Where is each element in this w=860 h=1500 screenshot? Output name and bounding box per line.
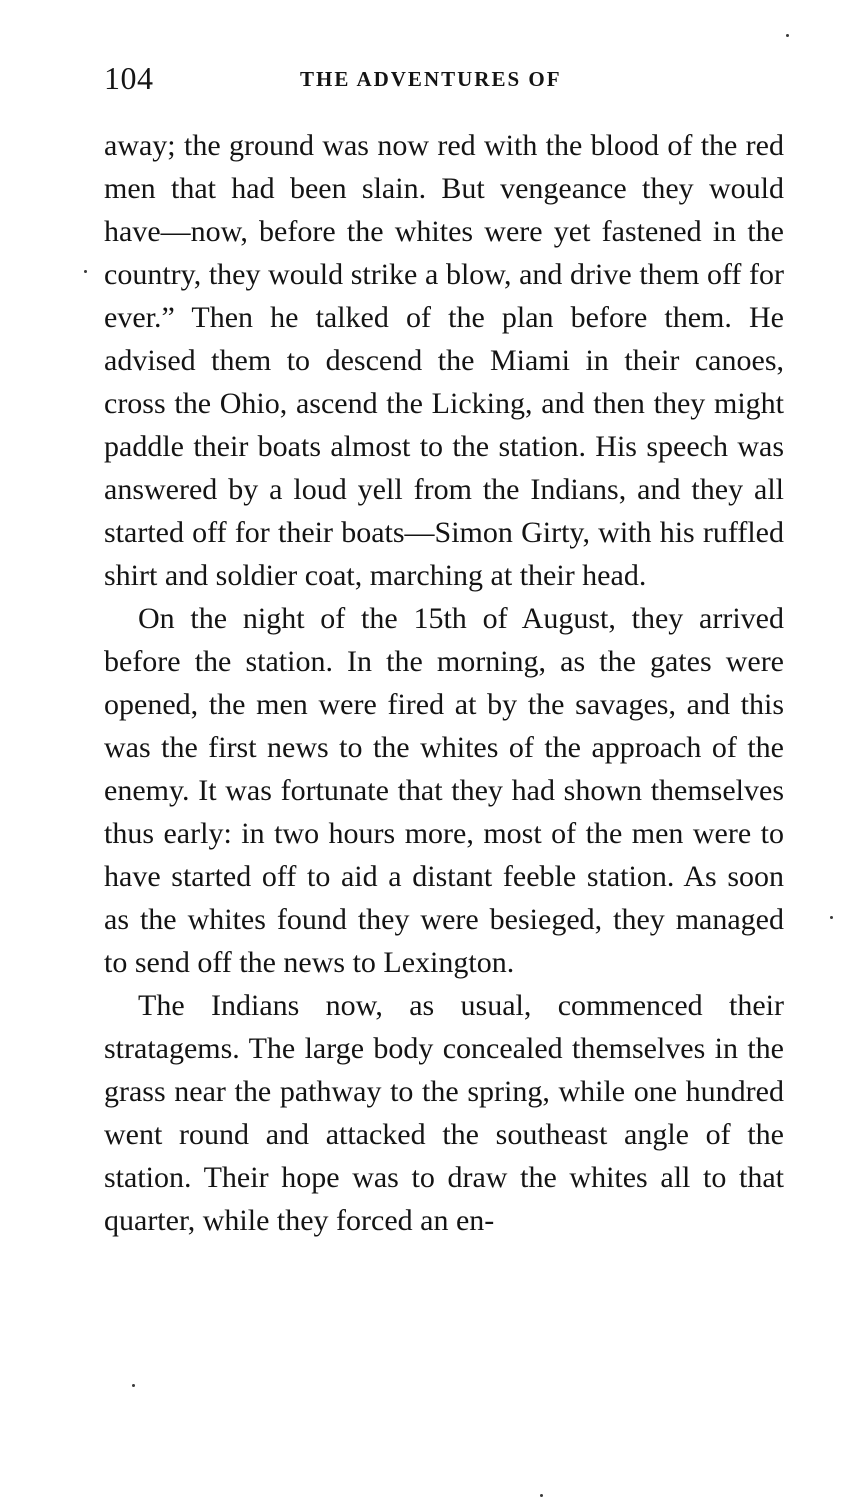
paragraph-1: away; the ground was now red with the blood of the red men that had been slain. But vengeance they would have—now, before the whites were yet fastened in the country, they would strike a blow, and drive them off for ever.” Then he talked of the plan before them. He advised them to descend the Miami in their canoes, cross the Ohio, ascend the Licking, and then they might paddle their boats almost to the station. His speech was answered by a loud yell from the Indians, and they all started off for their boats—Simon Girty, with his ruffled shirt and soldier coat, marching at their head. [104,129,784,592]
speck-mark [132,1384,135,1387]
paragraph-3: The Indians now, as usual, commenced their stratagems. The large body concealed themselves in the grass near the pathway to the spring, while one hundred went round and attacked the southeast angle of the station. Their hope was to draw the whites all to that quarter, while they forced an en- [104,989,784,1237]
speck-mark [786,34,789,37]
running-head [104,56,784,100]
running-title: THE ADVENTURES OF [300,67,562,91]
page-number: 104 [104,60,154,96]
speck-mark [84,270,87,273]
body-text [104,124,784,1242]
speck-mark [540,1494,543,1497]
paragraph-2: On the night of the 15th of August, they arrived before the station. In the morning, as the gates were opened, the men were fired at by the savages, and this was the first news to the whites of the approach of the enemy. It was fortunate that they had shown themselves thus early: in two hours more, most of the men were to have started off to aid a distant feeble station. As soon as the whites found they were besieged, they managed to send off the news to Lexington. [104,602,784,979]
speck-mark [830,916,833,919]
